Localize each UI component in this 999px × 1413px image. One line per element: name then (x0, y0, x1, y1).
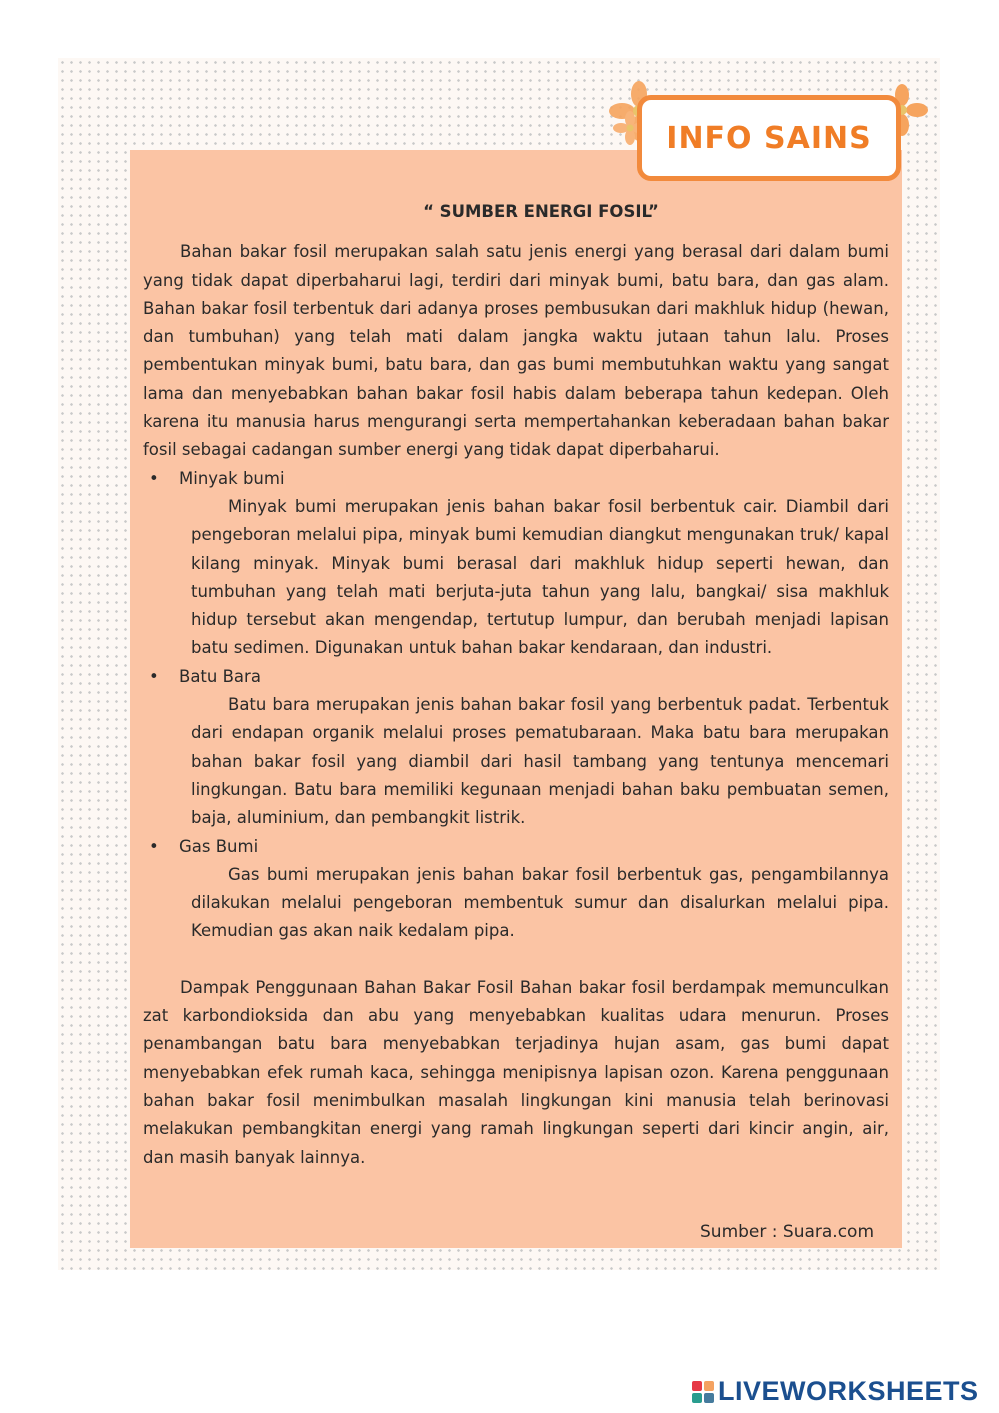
bullet-title-minyak-bumi: • Minyak bumi (143, 465, 889, 493)
info-sains-badge (637, 95, 901, 181)
liveworksheets-brand[interactable] (692, 1376, 979, 1407)
article-heading: “ SUMBER ENERGI FOSIL” (423, 202, 659, 221)
article-body (143, 198, 889, 1172)
paragraph-minyak-bumi: Minyak bumi merupakan jenis bahan bakar fosil berbentuk cair. Diambil dari pengeboran melalui pipa, minyak bumi kemudian diangkut mengunakan truk/ kapal kilang minyak. Minyak bumi berasal dari makhluk hidup seperti hewan, dan tumbuhan yang telah mati berjuta-juta tahun yang lalu, bangkai/ sisa makhluk hidup tersebut akan mengendap, tertutup lumpur, dan berubah menjadi lapisan batu sedimen. Digunakan untuk bahan bakar kendaraan, dan industri. (191, 496, 889, 658)
source-citation: Sumber : Suara.com (700, 1222, 875, 1242)
paragraph-batu-bara: Batu bara merupakan jenis bahan bakar fosil yang berbentuk padat. Terbentuk dari endapan organik melalui proses pematubaraan. Maka batu bara merupakan bahan bakar fosil yang diambil dari hasil tambang yang tentunya mencemari lingkungan. Batu bara memiliki kegunaan menjadi bahan baku pembuatan semen, baja, aluminium, dan pembangkit listrik. (191, 695, 889, 828)
brand-name: LIVEWORKSHEETS (718, 1376, 979, 1406)
bullet-title-gas-bumi: • Gas Bumi (143, 833, 889, 861)
paragraph-gas-bumi: Gas bumi merupakan jenis bahan bakar fosil berbentuk gas, pengambilannya dilakukan melalui pengeboran membentuk sumur dan disalurkan melalui pipa. Kemudian gas akan naik kedalam pipa. (191, 864, 889, 941)
intro-paragraph: Bahan bakar fosil merupakan salah satu jenis energi yang berasal dari dalam bumi yang tidak dapat diperbaharui lagi, terdiri dari minyak bumi, batu bara, dan gas alam. Bahan bakar fosil terbentuk dari adanya proses pembusukan dari makhluk hidup (hewan, dan tumbuhan) yang telah mati dalam jangka waktu jutaan tahun lalu. Proses pembentukan minyak bumi, batu bara, dan gas bumi membutuhkan waktu yang sangat lama dan menyebabkan bahan bakar fosil habis dalam beberapa tahun kedepan. Oleh karena itu manusia harus mengurangi serta mempertahankan keberadaan bahan bakar fosil sebagai cadangan sumber energi yang tidak dapat diperbaharui. (143, 242, 889, 460)
liveworksheets-logo-icon (692, 1381, 714, 1403)
bullet-title-batu-bara: • Batu Bara (143, 663, 889, 691)
spacer (143, 946, 889, 974)
closing-paragraph: Dampak Penggunaan Bahan Bakar Fosil Bahan bakar fosil berdampak memunculkan zat karbondioksida dan abu yang menyebabkan kualitas udara menurun. Proses penambangan batu bara menyebabkan terjadinya hujan asam, gas bumi dapat menyebabkan efek rumah kaca, sehingga menipisnya lapisan ozon. Karena penggunaan bahan bakar fosil menimbulkan masalah lingkungan kini manusia telah berinovasi melakukan pembangkitan energi yang ramah lingkungan seperti dari kincir angin, air, dan masih banyak lainnya. (143, 977, 889, 1167)
badge-title: INFO SAINS (666, 120, 872, 156)
